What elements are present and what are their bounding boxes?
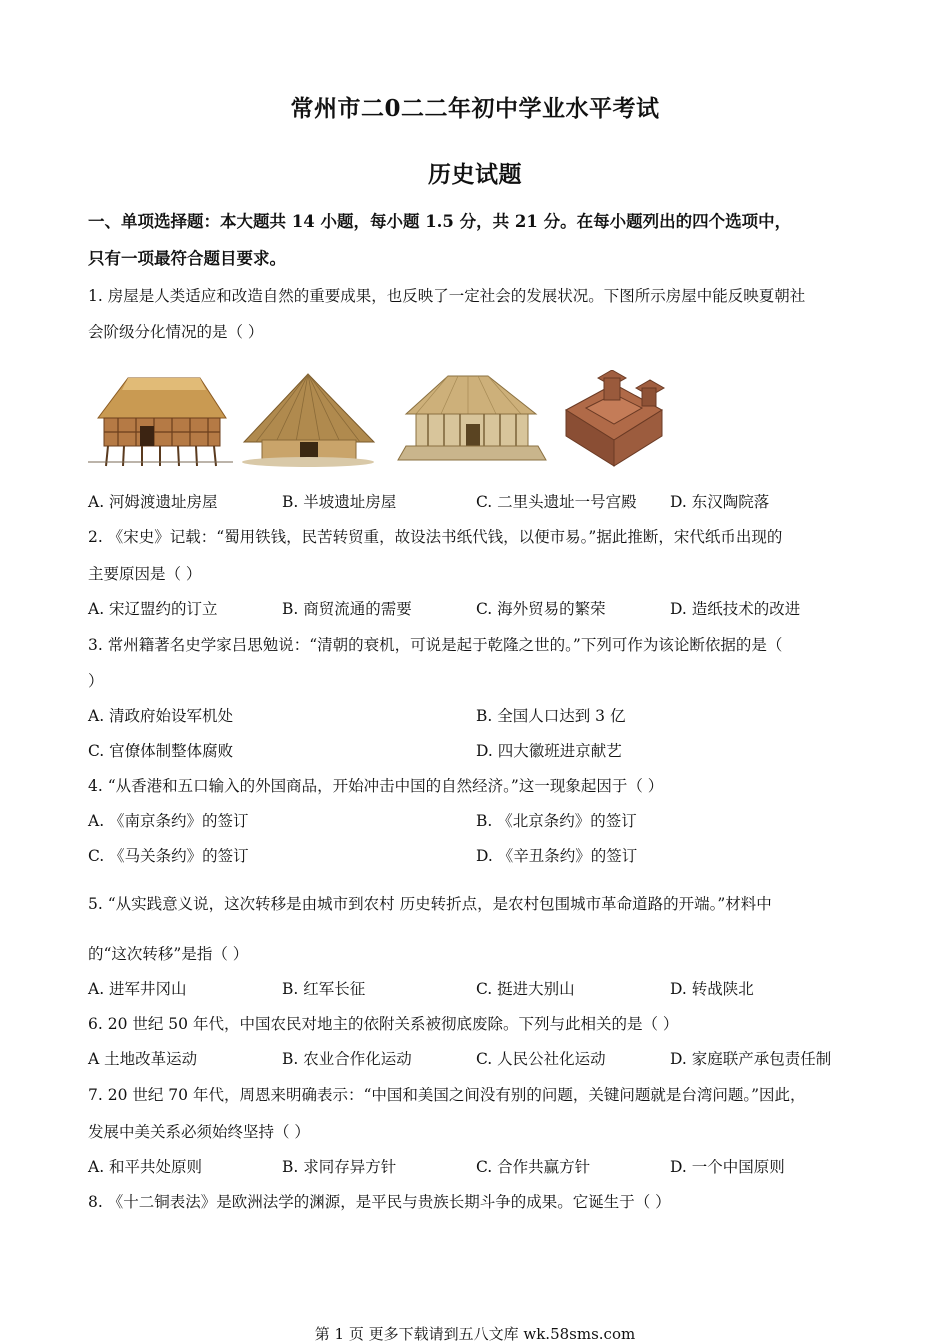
q3-option-b: B. 全国人口达到 3 亿 (476, 707, 626, 725)
q2-stem-line1: 2. 《宋史》记载：“蜀用铁钱，民苦转贸重，故设法书纸代钱，以便市易。”据此推断，宋代纸币出现的 (88, 528, 783, 546)
q5-option-c: C. 挺进大别山 (476, 980, 575, 998)
q3-stem-line1: 3. 常州籍著名史学家吕思勉说：“清朝的衰机，可说是起于乾隆之世的。”下列可作为该论断依据的是（ (88, 636, 783, 654)
q5-option-b: B. 红军长征 (282, 980, 366, 998)
q2-option-c: C. 海外贸易的繁荣 (476, 600, 606, 618)
q6-stem-line1: 6. 20 世纪 50 年代，中国农民对地主的依附关系被彻底废除。下列与此相关的是（ ） (88, 1015, 679, 1033)
q7-stem-line2: 发展中美关系必须始终坚持（ ） (88, 1123, 310, 1141)
q8-stem-line1: 8. 《十二铜表法》是欧洲法学的渊源，是平民与贵族长期斗争的成果。它诞生于（ ） (88, 1193, 671, 1211)
q5-stem-line2: 的“这次转移”是指（ ） (88, 945, 249, 963)
eastern-han-pottery-courtyard-image (558, 370, 670, 470)
q4-option-c: C. 《马关条约》的签订 (88, 847, 249, 865)
q2-option-a: A. 宋辽盟约的订立 (88, 600, 218, 618)
q7-option-a: A. 和平共处原则 (88, 1158, 203, 1176)
hemudu-stilt-house-image (88, 370, 233, 470)
q5-option-d: D. 转战陕北 (670, 980, 754, 998)
q1-stem-line2: 会阶级分化情况的是（ ） (88, 323, 264, 341)
q3-option-a: A. 清政府始设军机处 (88, 707, 234, 725)
section-heading-line1: 一、单项选择题：本大题共 14 小题，每小题 1.5 分，共 21 分。在每小题列出的四个选项中， (88, 212, 792, 231)
q1-stem-line1: 1. 房屋是人类适应和改造自然的重要成果，也反映了一定社会的发展状况。下图所示房屋中能反映夏朝社 (88, 287, 806, 305)
q4-option-b: B. 《北京条约》的签订 (476, 812, 637, 830)
q3-option-d: D. 四大徽班进京献艺 (476, 742, 622, 760)
q4-option-d: D. 《辛丑条约》的签订 (476, 847, 638, 865)
q6-option-a: A 土地改革运动 (88, 1050, 198, 1068)
q4-option-a: A. 《南京条约》的签订 (88, 812, 249, 830)
q7-option-b: B. 求同存异方针 (282, 1158, 397, 1176)
q6-option-d: D. 家庭联产承包责任制 (670, 1050, 832, 1068)
q2-option-d: D. 造纸技术的改进 (670, 600, 801, 618)
q3-option-c: C. 官僚体制整体腐败 (88, 742, 234, 760)
section-heading-line2: 只有一项最符合题目要求。 (88, 249, 286, 268)
q7-stem-line1: 7. 20 世纪 70 年代，周恩来明确表示：“中国和美国之间没有别的问题，关键问题就是台湾问题。”因此， (88, 1086, 806, 1104)
q2-option-b: B. 商贸流通的需要 (282, 600, 412, 618)
page-footer: 第 1 页 更多下载请到五八文库 wk.58sms.com (314, 1325, 636, 1343)
erlitou-palace-image (386, 370, 551, 470)
q7-option-c: C. 合作共赢方针 (476, 1158, 591, 1176)
exam-subtitle: 历史试题 (428, 161, 522, 188)
q1-option-d: D. 东汉陶院落 (670, 493, 770, 511)
q7-option-d: D. 一个中国原则 (670, 1158, 785, 1176)
q5-option-a: A. 进军井冈山 (88, 980, 187, 998)
banpo-round-house-image (236, 370, 381, 470)
q3-stem-line2: ） (88, 672, 104, 690)
q1-option-b: B. 半坡遗址房屋 (282, 493, 397, 511)
q5-stem-line1: 5. “从实践意义说，这次转移是由城市到农村 历史转折点，是农村包围城市革命道路的开端。”材料中 (88, 895, 772, 913)
q1-option-a: A. 河姆渡遗址房屋 (88, 493, 218, 511)
q2-stem-line2: 主要原因是（ ） (88, 565, 202, 583)
q1-option-c: C. 二里头遗址一号宫殿 (476, 493, 637, 511)
q6-option-b: B. 农业合作化运动 (282, 1050, 412, 1068)
q4-stem-line1: 4. “从香港和五口输入的外国商品，开始冲击中国的自然经济。”这一现象起因于（ ） (88, 777, 664, 795)
exam-title: 常州市二0二二年初中学业水平考试 (290, 95, 660, 122)
q6-option-c: C. 人民公社化运动 (476, 1050, 606, 1068)
